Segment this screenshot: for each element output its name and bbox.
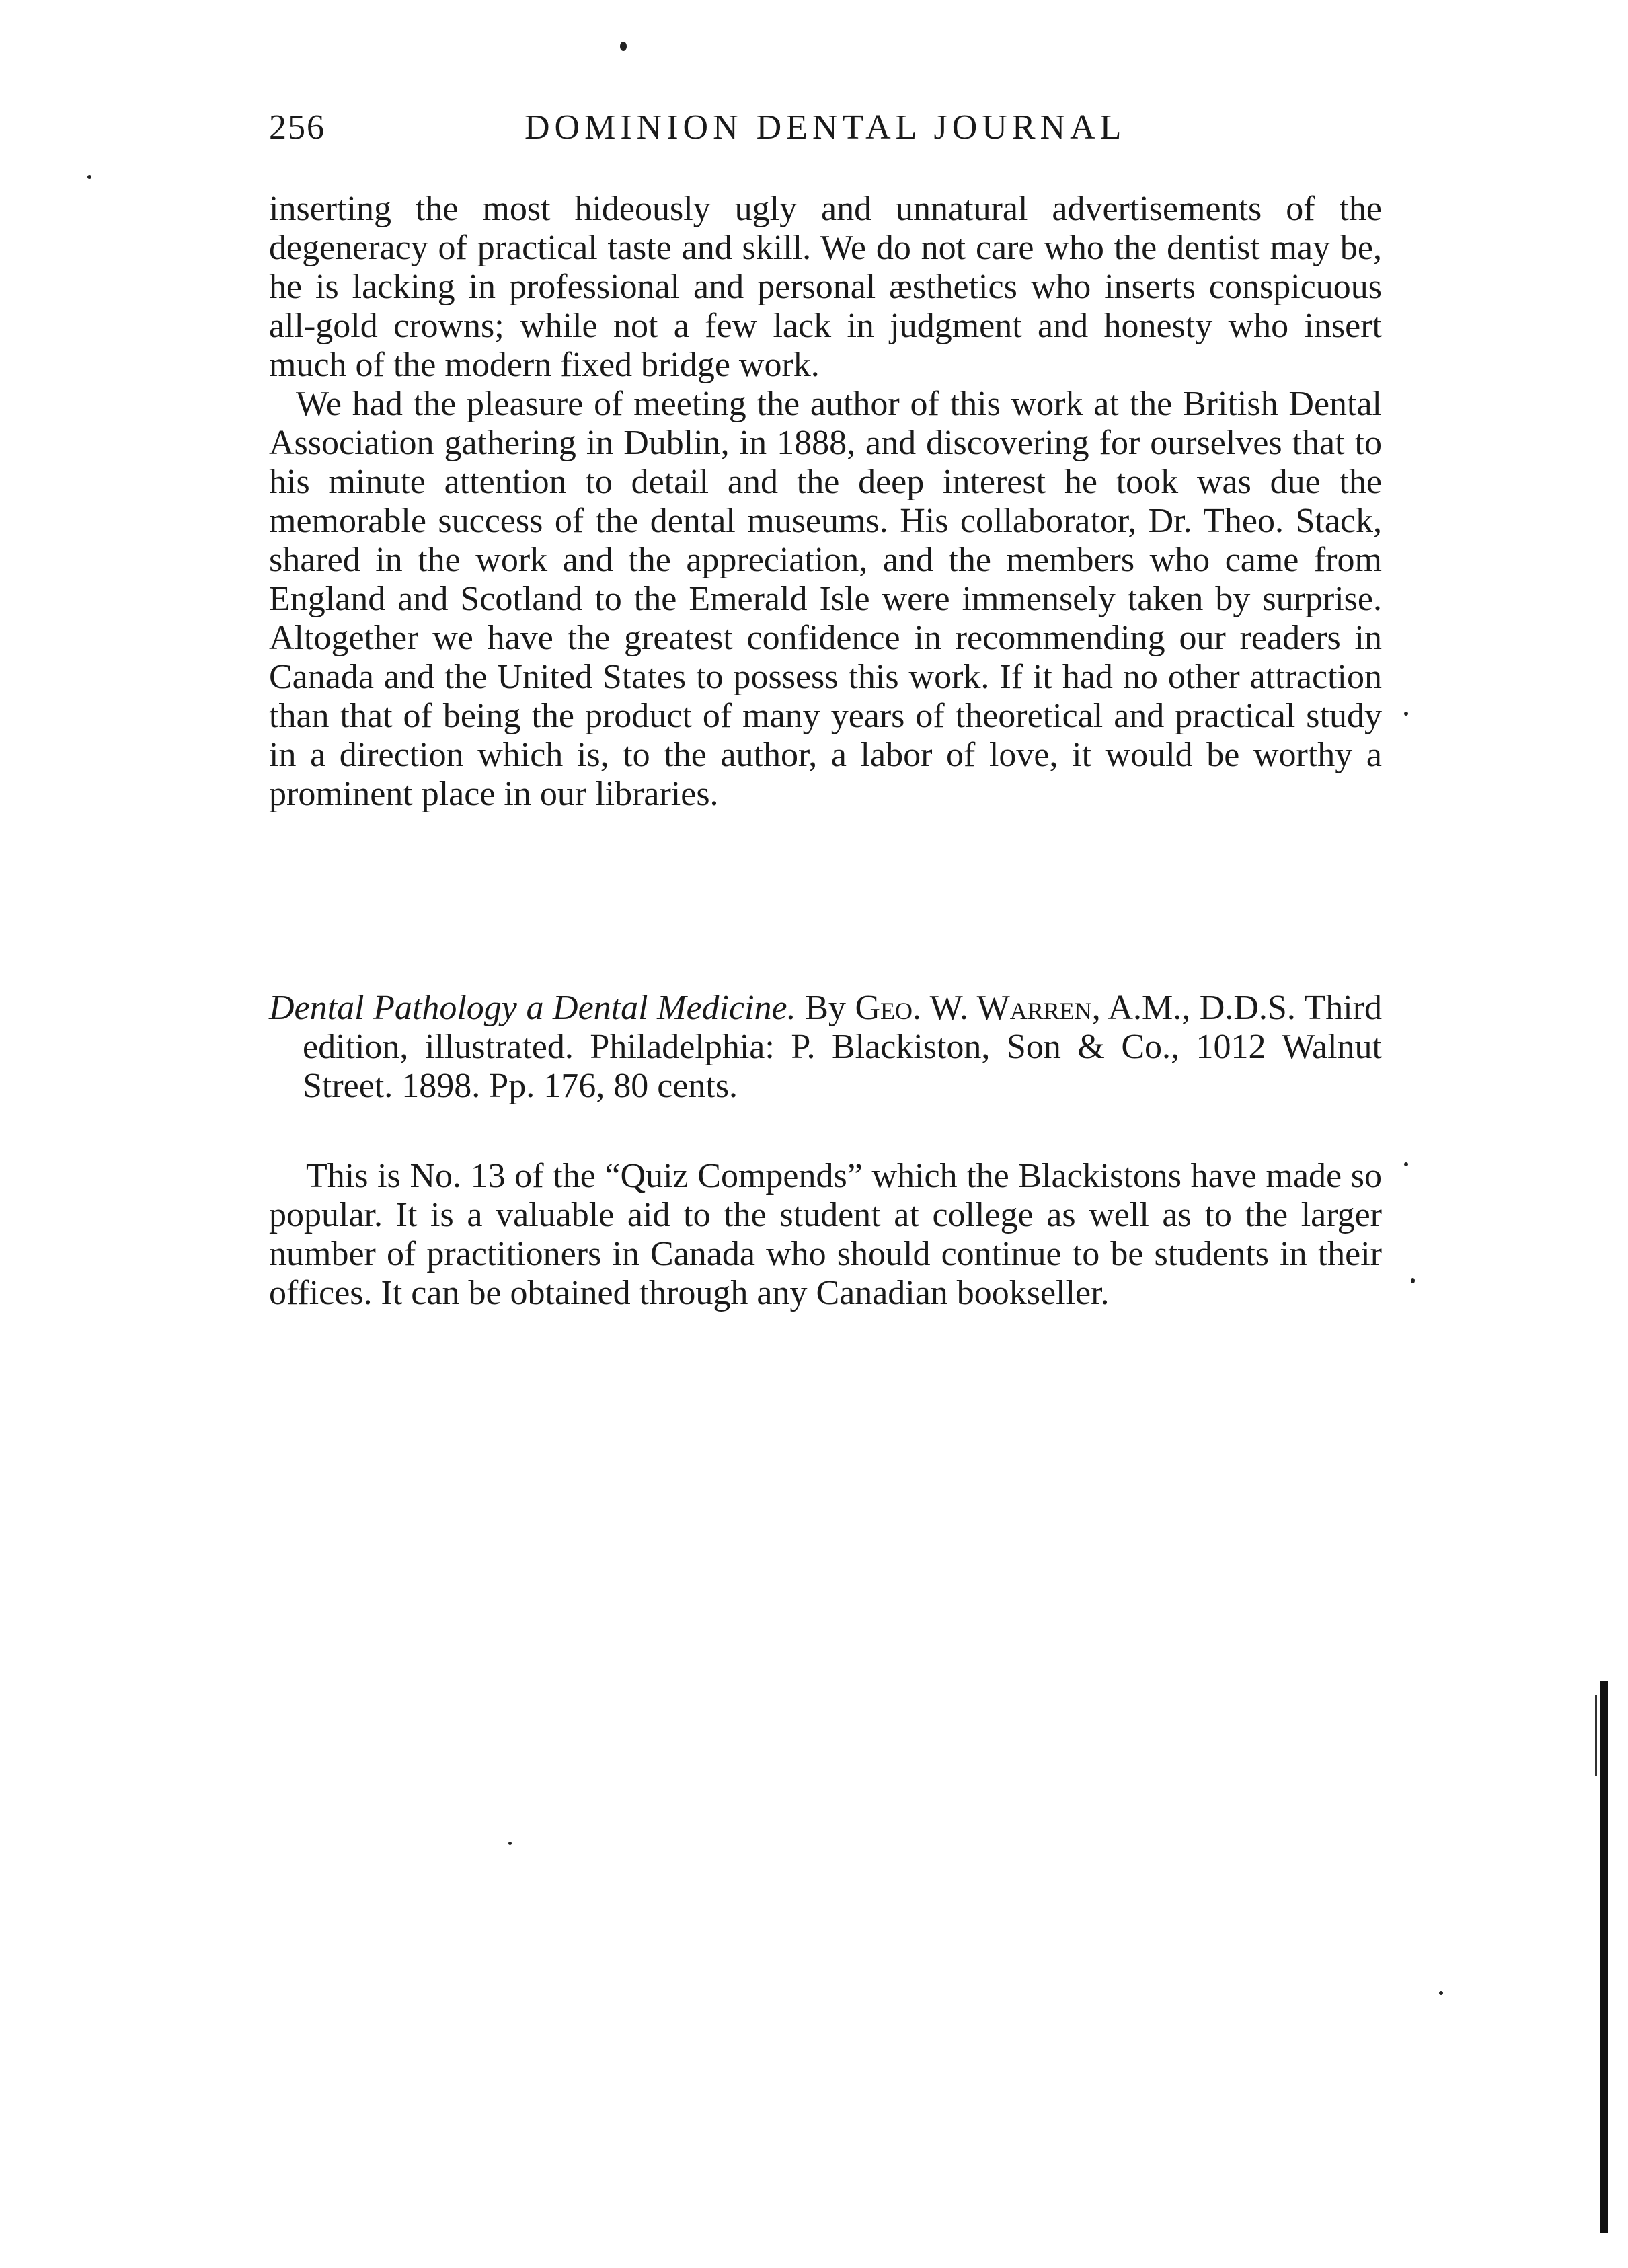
print-speck (87, 175, 91, 179)
by-label: By (805, 989, 846, 1027)
scan-edge-line (1595, 1695, 1597, 1776)
running-title: DOMINION DENTAL JOURNAL (525, 108, 1126, 147)
article-body (269, 190, 1382, 814)
book-title: Dental Pathology a Dental Medicine. (269, 989, 796, 1027)
print-speck (620, 42, 627, 51)
print-speck (1439, 1991, 1443, 1995)
book-review-body (269, 1157, 1382, 1313)
scan-edge-bar (1600, 1681, 1608, 2233)
paragraph-author-meeting: We had the pleasure of meeting the author of this work at the British Dental Association gathering in Dublin, in 1888, and discovering for ourselves that to his minute attention to detail and the deep interest he took was due the memorable success of the dental museums. His collaborator, Dr. Theo. Stack, shared in the work and the appreciation, and the members who came from England and Scotland to the Emerald Isle were immensely taken by surprise. Altogether we have the greatest confidence in recommending our readers in Canada and the United States to possess this work. If it had no other attraction than that of being the product of many years of theoretical and practical study in a direction which is, to the author, a labor of love, it would be worthy a prominent place in our libraries. (269, 385, 1382, 813)
book-author: Geo. W. Warren, A.M., D.D.S. (855, 989, 1296, 1027)
print-speck (1404, 712, 1408, 716)
page-header (269, 108, 1379, 161)
publication-details: Third edition, illustrated. Philadelphia: P. Blackiston, Son & Co., 1012 Walnut Street. 1898. Pp. 176, 80 cents. (303, 989, 1383, 1105)
print-speck (1404, 1162, 1408, 1166)
citation-line (269, 989, 1382, 1106)
print-speck (1411, 1278, 1415, 1283)
paragraph-continued: inserting the most hideously ugly and unnatural advertisements of the degeneracy of practical taste and skill. We do not care who the dentist may be, he is lacking in professional and personal æsthetics who inserts conspicuous all-gold crowns; while not a few lack in judgment and honesty who insert much of the modern fixed bridge work. (269, 190, 1382, 384)
book-review-citation (269, 989, 1382, 1106)
print-speck (508, 1842, 512, 1845)
review-paragraph: This is No. 13 of the “Quiz Compends” which the Blackistons have made so popular. It is a valuable aid to the student at college as well as to the larger number of practitioners in Canada who should continue to be students in their offices. It can be obtained through any Canadian bookseller. (269, 1157, 1382, 1312)
page-number: 256 (269, 108, 325, 147)
